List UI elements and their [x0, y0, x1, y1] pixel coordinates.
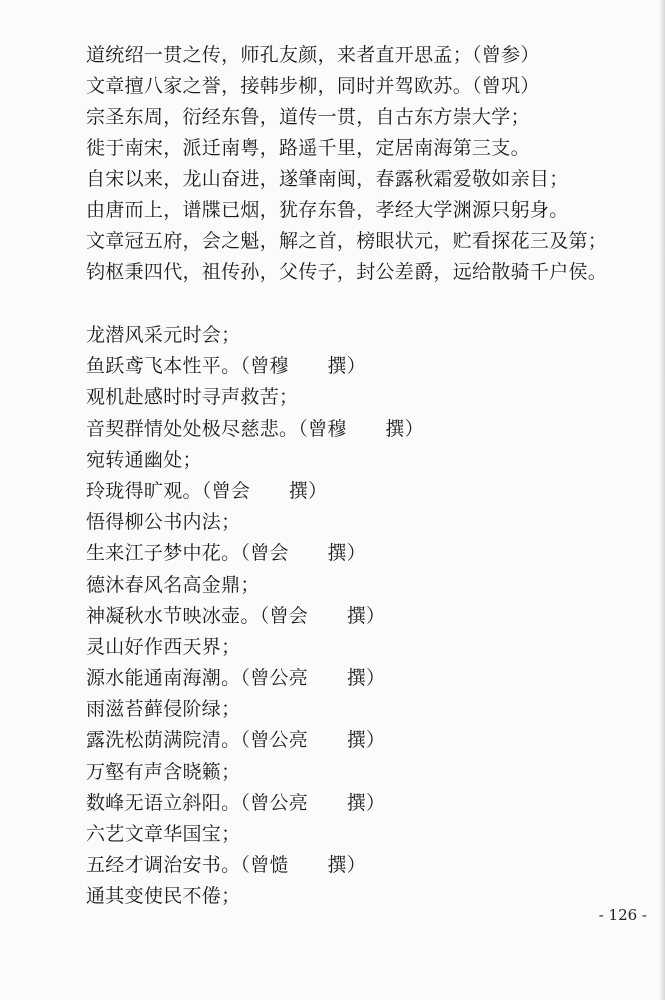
text-line: 音契群情处处极尽慈悲。（曾穆 撰） — [86, 417, 424, 440]
text-line: 源水能通南海潮。（曾公亮 撰） — [86, 667, 386, 690]
text-line: 六艺文章华国宝； — [86, 823, 241, 845]
text-line: 玲珑得旷观。（曾会 撰） — [86, 479, 328, 502]
text-line: 龙潜风采元时会； — [86, 324, 241, 346]
text-line: 五经才调治安书。（曾慥 撰） — [86, 854, 367, 877]
text-line: 文章擅八家之誉，接韩步柳，同时并驾欧苏。（曾巩） — [86, 75, 540, 97]
page-number: - 126 - — [598, 906, 647, 924]
text-line: 自宋以来，龙山奋进，遂肇南闽，春露秋霜爱敬如亲目； — [86, 168, 569, 190]
text-line: 通其变使民不倦； — [86, 885, 241, 908]
text-line: 悟得柳公书内法； — [86, 511, 241, 534]
couplet-block-2 — [86, 320, 646, 913]
text-line: 徙于南宋，派迁南粤，路遥千里，定居南海第三支。 — [86, 137, 530, 159]
text-line: 文章冠五府，会之魁，解之首，榜眼状元，贮看探花三及第； — [86, 230, 608, 252]
text-line: 宗圣东周，衍经东鲁，道传一贯，自古东方崇大学； — [86, 106, 530, 128]
text-line: 数峰无语立斜阳。（曾公亮 撰） — [86, 791, 386, 814]
text-line: 万壑有声含晓籁； — [86, 760, 241, 783]
text-line: 宛转通幽处； — [86, 448, 202, 471]
text-line: 钧枢秉四代，祖传孙，父传子，封公差爵，远给散骑千户侯。 — [86, 261, 608, 283]
text-line: 德沐春风名高金鼎； — [86, 573, 260, 596]
text-line: 鱼跃鸢飞本性平。（曾穆 撰） — [86, 355, 367, 378]
scan-shadow-edge — [659, 0, 665, 1000]
text-line: 雨滋苔藓侵阶绿； — [86, 698, 241, 721]
text-line: 道统绍一贯之传，师孔友颜，来者直开思孟；（曾参） — [86, 44, 540, 66]
text-line: 露洗松荫满院清。（曾公亮 撰） — [86, 729, 386, 752]
text-line: 由唐而上，谱牒已烟，犹存东鲁，孝经大学渊源只躬身。 — [86, 199, 569, 221]
couplet-block-1 — [86, 40, 646, 288]
text-line: 灵山好作西天界； — [86, 635, 241, 658]
text-line: 观机赴感时时寻声救苦； — [86, 386, 299, 409]
text-line: 生来江子梦中花。（曾会 撰） — [86, 542, 367, 565]
text-line: 神凝秋水节映冰壶。（曾会 撰） — [86, 604, 386, 627]
